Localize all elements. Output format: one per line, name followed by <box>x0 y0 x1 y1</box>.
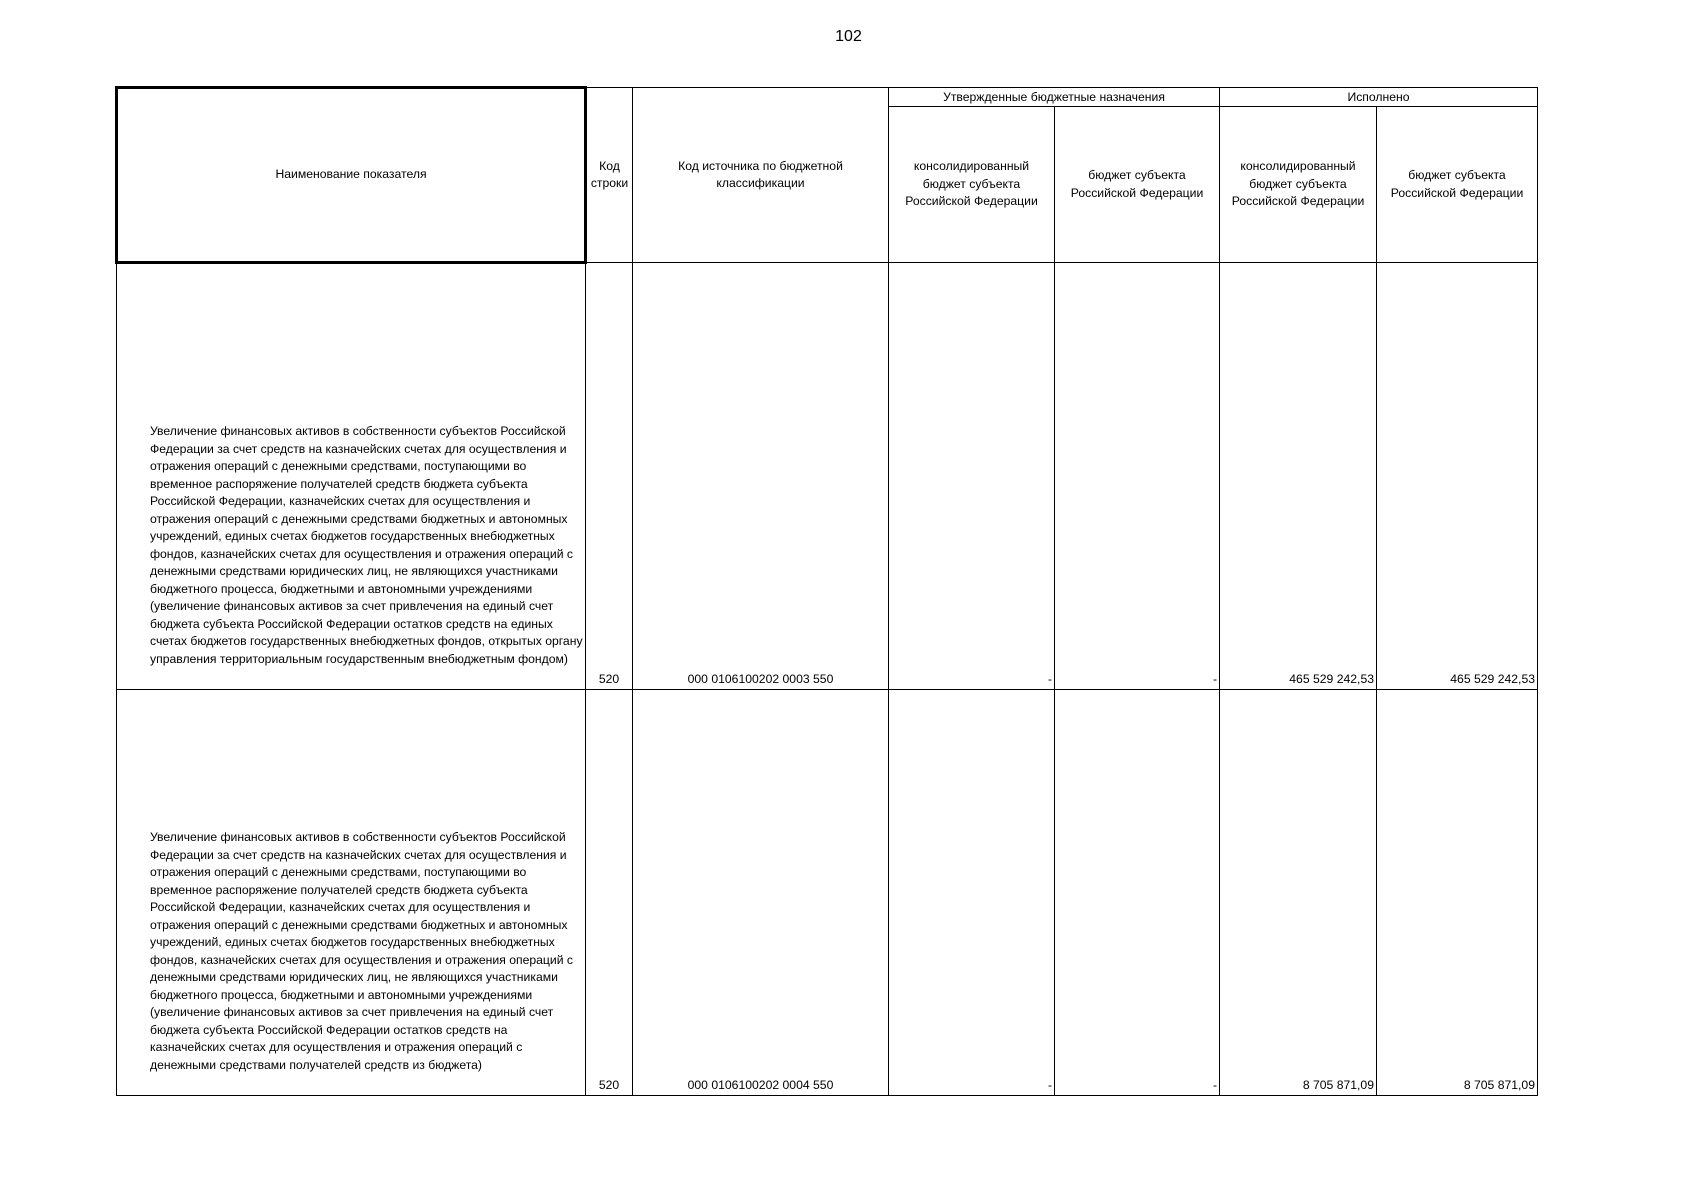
row-executed-subject: 465 529 242,53 <box>1377 263 1538 690</box>
header-source-code: Код источника по бюджетной классификации <box>633 88 889 263</box>
row-approved-subject: - <box>1055 690 1220 1096</box>
header-approved-consolidated: консолидированный бюджет субъекта Российской Федерации <box>889 107 1055 263</box>
row-indicator-name: Увеличение финансовых активов в собственности субъектов Российской Федерации за счет средств на казначейских счетах для осуществления и отражения операций с денежными средствами, поступающими во временное распоряжение получателей средств бюджета субъекта Российской Федерации, казначейских счетах для осуществления и отражения операций с денежными средствами бюджетных и автономных учреждений, единых счетах бюджетов государственных внебюджетных фондов, казначейских счетах для осуществления и отражения операций с денежными средствами юридических лиц, не являющихся участниками бюджетного процесса, бюджетными и автономными учреждениями (увеличение финансовых активов за счет привлечения на единый счет бюджета субъекта Российской Федерации остатков средств на единых счетах бюджетов государственных внебюджетных фондов, открытых органу управления территориальным государственным внебюджетным фондом) <box>117 263 586 690</box>
row-indicator-name: Увеличение финансовых активов в собственности субъектов Российской Федерации за счет средств на казначейских счетах для осуществления и отражения операций с денежными средствами, поступающими во временное распоряжение получателей средств бюджета субъекта Российской Федерации, казначейских счетах для осуществления и отражения операций с денежными средствами бюджетных и автономных учреждений, единых счетах бюджетов государственных внебюджетных фондов, казначейских счетах для осуществления и отражения операций с денежными средствами юридических лиц, не являющихся участниками бюджетного процесса, бюджетными и автономными учреждениями (увеличение финансовых активов за счет привлечения на единый счет бюджета субъекта Российской Федерации остатков средств на казначейских счетах для осуществления и отражения операций с денежными средствами получателей средств из бюджета) <box>117 690 586 1096</box>
header-group-approved: Утвержденные бюджетные назначения <box>889 88 1220 107</box>
row-approved-subject: - <box>1055 263 1220 690</box>
row-line-code: 520 <box>586 690 633 1096</box>
header-indicator-name: Наименование показателя <box>117 88 586 263</box>
header-approved-subject: бюджет субъекта Российской Федерации <box>1055 107 1220 263</box>
header-line-code: Код строки <box>586 88 633 263</box>
budget-sources-table <box>115 86 1538 1096</box>
page-number: 102 <box>835 28 862 45</box>
header-executed-consolidated: консолидированный бюджет субъекта Российской Федерации <box>1220 107 1377 263</box>
row-line-code: 520 <box>586 263 633 690</box>
header-group-executed: Исполнено <box>1220 88 1538 107</box>
row-approved-consolidated: - <box>889 263 1055 690</box>
row-executed-subject: 8 705 871,09 <box>1377 690 1538 1096</box>
row-source-code: 000 0106100202 0004 550 <box>633 690 889 1096</box>
row-approved-consolidated: - <box>889 690 1055 1096</box>
table-row <box>117 263 1538 690</box>
header-executed-subject: бюджет субъекта Российской Федерации <box>1377 107 1538 263</box>
row-executed-consolidated: 8 705 871,09 <box>1220 690 1377 1096</box>
row-executed-consolidated: 465 529 242,53 <box>1220 263 1377 690</box>
table-row <box>117 690 1538 1096</box>
row-source-code: 000 0106100202 0003 550 <box>633 263 889 690</box>
